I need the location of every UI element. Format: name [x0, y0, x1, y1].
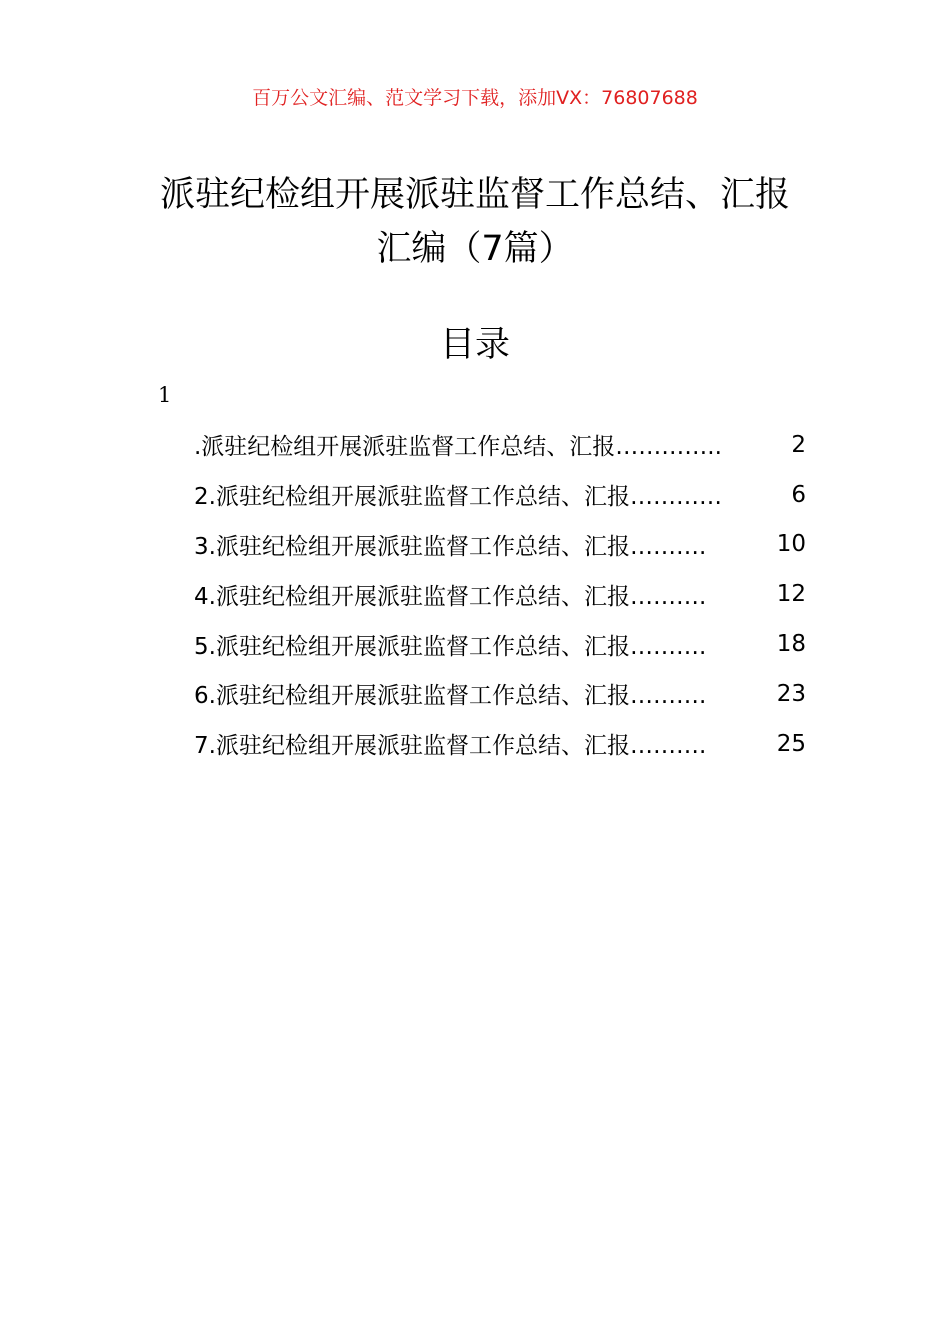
toc-entry-page: 6: [791, 481, 806, 508]
document-title-line-1: 派驻纪检组开展派驻监督工作总结、汇报: [159, 175, 790, 215]
toc-entry-title: 6.派驻纪检组开展派驻监督工作总结、汇报……….: [194, 683, 707, 710]
toc-heading: 目录: [439, 325, 510, 365]
toc-entry-5[interactable]: [194, 619, 806, 669]
toc-entry-title: 7.派驻纪检组开展派驻监督工作总结、汇报……….: [194, 733, 707, 760]
toc-entry-title: 5.派驻纪检组开展派驻监督工作总结、汇报……….: [194, 633, 707, 660]
table-of-contents: [194, 420, 806, 769]
header-note: 百万公文汇编、范文学习下载，添加VX：76807688: [252, 87, 698, 109]
document-title-line-2: 汇编（7篇）: [376, 229, 574, 269]
toc-entry-title: 2.派驻纪检组开展派驻监督工作总结、汇报…………: [194, 484, 722, 511]
toc-entry-title: .派驻纪检组开展派驻监督工作总结、汇报…………..: [194, 434, 722, 461]
toc-entry-4[interactable]: [194, 569, 806, 619]
toc-entry-page: 18: [776, 631, 806, 658]
toc-entry-page: 12: [776, 581, 806, 608]
toc-entry-3[interactable]: [194, 520, 806, 570]
toc-entry-1[interactable]: [194, 420, 806, 470]
toc-entry-6[interactable]: [194, 669, 806, 719]
toc-entry-title: 4.派驻纪检组开展派驻监督工作总结、汇报……….: [194, 583, 707, 610]
toc-entry-page: 25: [776, 730, 806, 757]
toc-entry-2[interactable]: [194, 470, 806, 520]
toc-entry-page: 10: [776, 531, 806, 558]
toc-entry-7[interactable]: [194, 719, 806, 769]
toc-entry-page: 23: [776, 680, 806, 707]
toc-entry-page: 2: [791, 431, 806, 458]
toc-entry-title: 3.派驻纪检组开展派驻监督工作总结、汇报……….: [194, 533, 707, 560]
toc-stray-number: 1: [158, 383, 172, 407]
document-title: [100, 168, 850, 276]
